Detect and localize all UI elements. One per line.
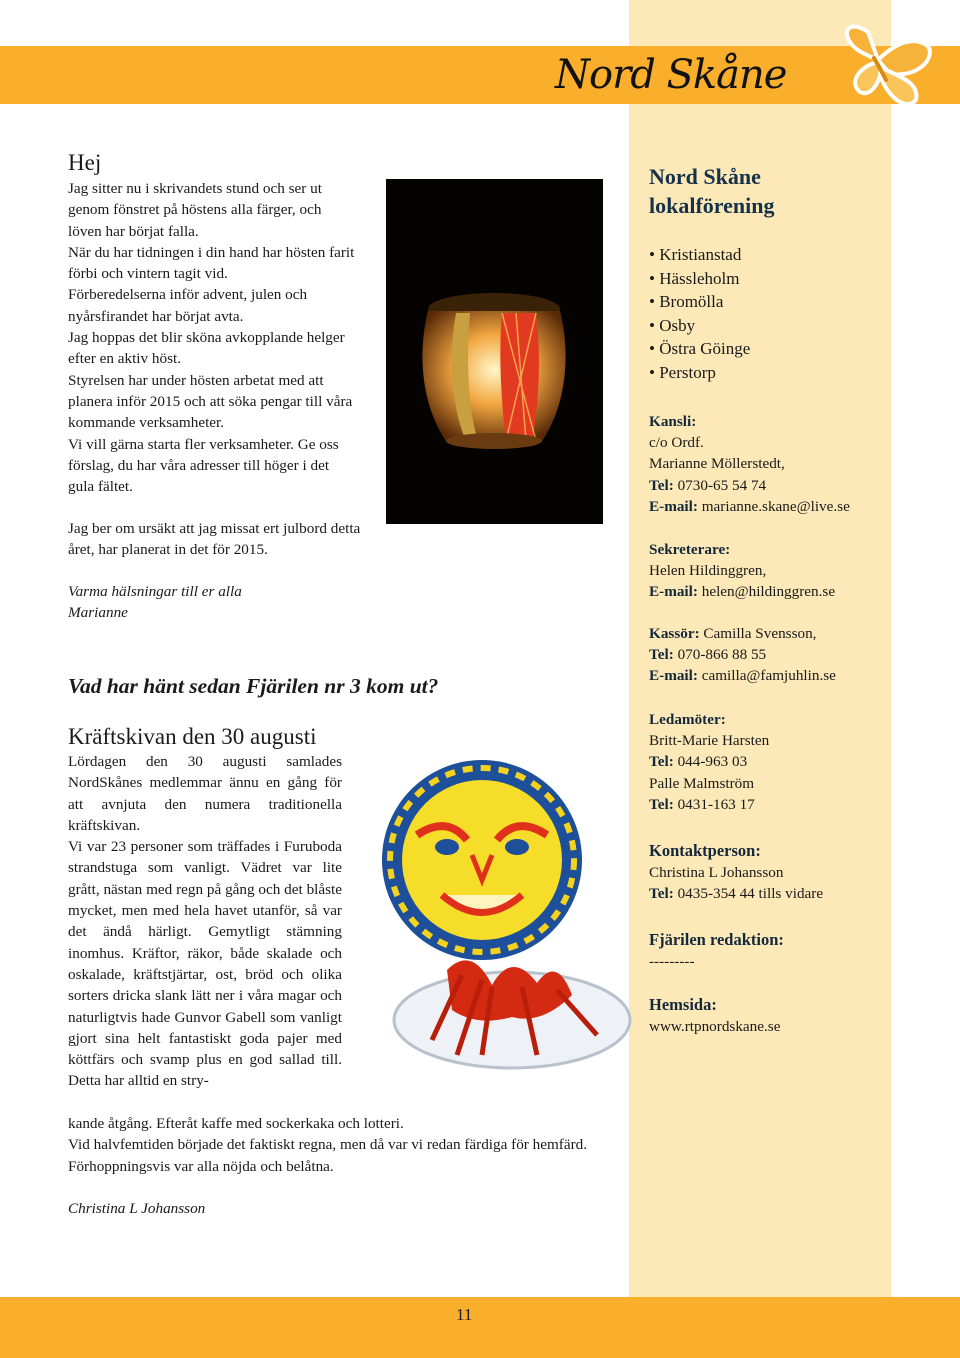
greeting-paragraph: När du har tidningen i din hand har hösten farit förbi och vintern tagit vid. — [68, 243, 355, 283]
sidebar-title-line: Nord Skåne — [649, 164, 761, 189]
article-paragraph: kande åtgång. Efteråt kaffe med sockerkaka och lotteri. — [68, 1115, 404, 1132]
member-name: Palle Malmström — [649, 774, 755, 792]
tel-label: Tel: — [649, 795, 674, 813]
kassor-label: Kassör: — [649, 625, 700, 642]
event-title: Kräftskivan den 30 augusti — [68, 724, 317, 749]
butterfly-logo-icon — [820, 12, 940, 122]
tel-label: Tel: — [649, 476, 674, 494]
kansli-email-link[interactable]: marianne.skane@live.se — [701, 497, 850, 515]
town-item: • Kristianstad — [649, 245, 742, 264]
kassor-email-link[interactable]: camilla@famjuhlin.se — [701, 667, 836, 685]
email-label: E-mail: — [649, 497, 698, 515]
greeting-text — [68, 178, 358, 497]
sidebar-title — [649, 162, 775, 220]
website-link[interactable]: www.rtpnordskane.se — [649, 1018, 781, 1036]
sekreterare-name: Helen Hildinggren, — [649, 562, 767, 580]
email-label: E-mail: — [649, 667, 698, 685]
candle-photo — [386, 179, 603, 524]
greeting-paragraph: Vi vill gärna starta fler verksamheter. Ge oss förslag, du har våra adresser till höger i det gula fältet. — [68, 435, 339, 496]
kansli-tel: 0730-65 54 74 — [677, 476, 767, 494]
kassor-name: Camilla Svensson, — [703, 625, 817, 642]
sekreterare-email-link[interactable]: helen@hildinggren.se — [701, 583, 836, 601]
town-item: • Osby — [649, 315, 696, 335]
brand-title: Nord Skåne — [555, 52, 787, 98]
member-name: Britt-Marie Harsten — [649, 732, 770, 750]
greeting-apology: Jag ber om ursäkt att jag missat ert julbord detta året, har planerat in det för 2015. — [68, 520, 361, 559]
regards-line: Varma hälsningar till er alla — [68, 583, 242, 600]
town-item: • Perstorp — [649, 362, 716, 382]
kansli-line: c/o Ordf. — [649, 434, 704, 452]
crayfish-party-illustration — [362, 755, 632, 1105]
article-paragraph: Vi var 23 personer som träffades i Furuboda strandstuga som vanligt. Vädret var lite grått, nästan med regn på gång och det blåste mycket, men med hela havet utanför, så var det ändå härligt. Gemytligt stämning inomhus. Kräftor, räkor, både skalade och oskalade, kräftstjärtar, ost, bröd och olika sorters dricka slank lätt ner i våra magar och naturligtvis hade Gunvor Gabell som vanligt gjort sina helt fantastiskt goda pajer med köttfärs och svamp plus en god sallad till. Detta har alltid en stry- — [68, 838, 342, 1090]
greeting-paragraph: Styrelsen har under hösten arbetat med att planera inför 2015 och att söka pengar till våra kommande verksamheter. — [68, 371, 353, 432]
kassor-section — [649, 623, 889, 687]
tel-label: Tel: — [649, 753, 674, 771]
town-list — [649, 243, 889, 384]
town-item: • Hässleholm — [649, 268, 740, 288]
page-number: 11 — [456, 1305, 473, 1324]
kontakt-tel: 0435-354 44 tills vidare — [677, 885, 824, 903]
redaktion-section — [649, 929, 889, 972]
news-heading: Vad har hänt sedan Fjärilen nr 3 kom ut? — [68, 674, 439, 698]
article-author: Christina L Johansson — [68, 1200, 206, 1217]
ledamoter-label: Ledamöter: — [649, 711, 726, 728]
header-band — [0, 46, 960, 104]
kassor-tel: 070-866 88 55 — [677, 646, 767, 664]
kontakt-name: Christina L Johansson — [649, 864, 784, 882]
article-continued — [68, 1113, 608, 1177]
email-label: E-mail: — [649, 583, 698, 601]
kansli-name: Marianne Möllerstedt, — [649, 455, 785, 473]
sekreterare-section — [649, 539, 889, 603]
tel-label: Tel: — [649, 885, 674, 903]
kontakt-label: Kontaktperson: — [649, 841, 761, 860]
ledamoter-section — [649, 709, 889, 815]
article-body — [68, 751, 342, 1092]
greeting-title: Hej — [68, 150, 102, 175]
footer-band — [0, 1297, 960, 1358]
town-item: • Östra Göinge — [649, 339, 751, 358]
kansli-label: Kansli: — [649, 413, 697, 430]
sekreterare-label: Sekreterare: — [649, 541, 731, 558]
article-paragraph: Lördagen den 30 augusti samlades NordSkånes medlemmar ännu en gång för att avnjuta den numera traditionella kräftskivan. — [68, 753, 342, 834]
member-tel: 044-963 03 — [677, 753, 748, 771]
sidebar-title-line: lokalförening — [649, 193, 775, 218]
hemsida-section — [649, 994, 889, 1037]
kontakt-section — [649, 840, 889, 905]
kansli-section — [649, 411, 889, 517]
greeting-signature: Marianne — [68, 604, 128, 622]
hemsida-label: Hemsida: — [649, 995, 717, 1014]
greeting-paragraph: Jag sitter nu i skrivandets stund och ser ut genom fönstret på höstens alla färger, och löven har börjat falla. — [68, 180, 322, 240]
member-tel: 0431-163 17 — [677, 795, 755, 813]
redaktion-value: --------- — [649, 953, 695, 971]
greeting-paragraph: Förberedelserna inför advent, julen och nyårsfirandet har börjat avta. — [68, 286, 308, 325]
greeting-paragraph: Jag hoppas det blir sköna avkopplande helger efter en aktiv höst. — [68, 329, 345, 368]
greeting-regards — [68, 581, 242, 624]
redaktion-label: Fjärilen redaktion: — [649, 930, 784, 949]
tel-label: Tel: — [649, 646, 674, 664]
article-paragraph: Vid halvfemtiden började det faktiskt regna, men då var vi redan färdiga för hemfärd. Förhoppningsvis var alla nöjda och belåtna. — [68, 1136, 588, 1175]
town-item: • Bromölla — [649, 292, 724, 311]
